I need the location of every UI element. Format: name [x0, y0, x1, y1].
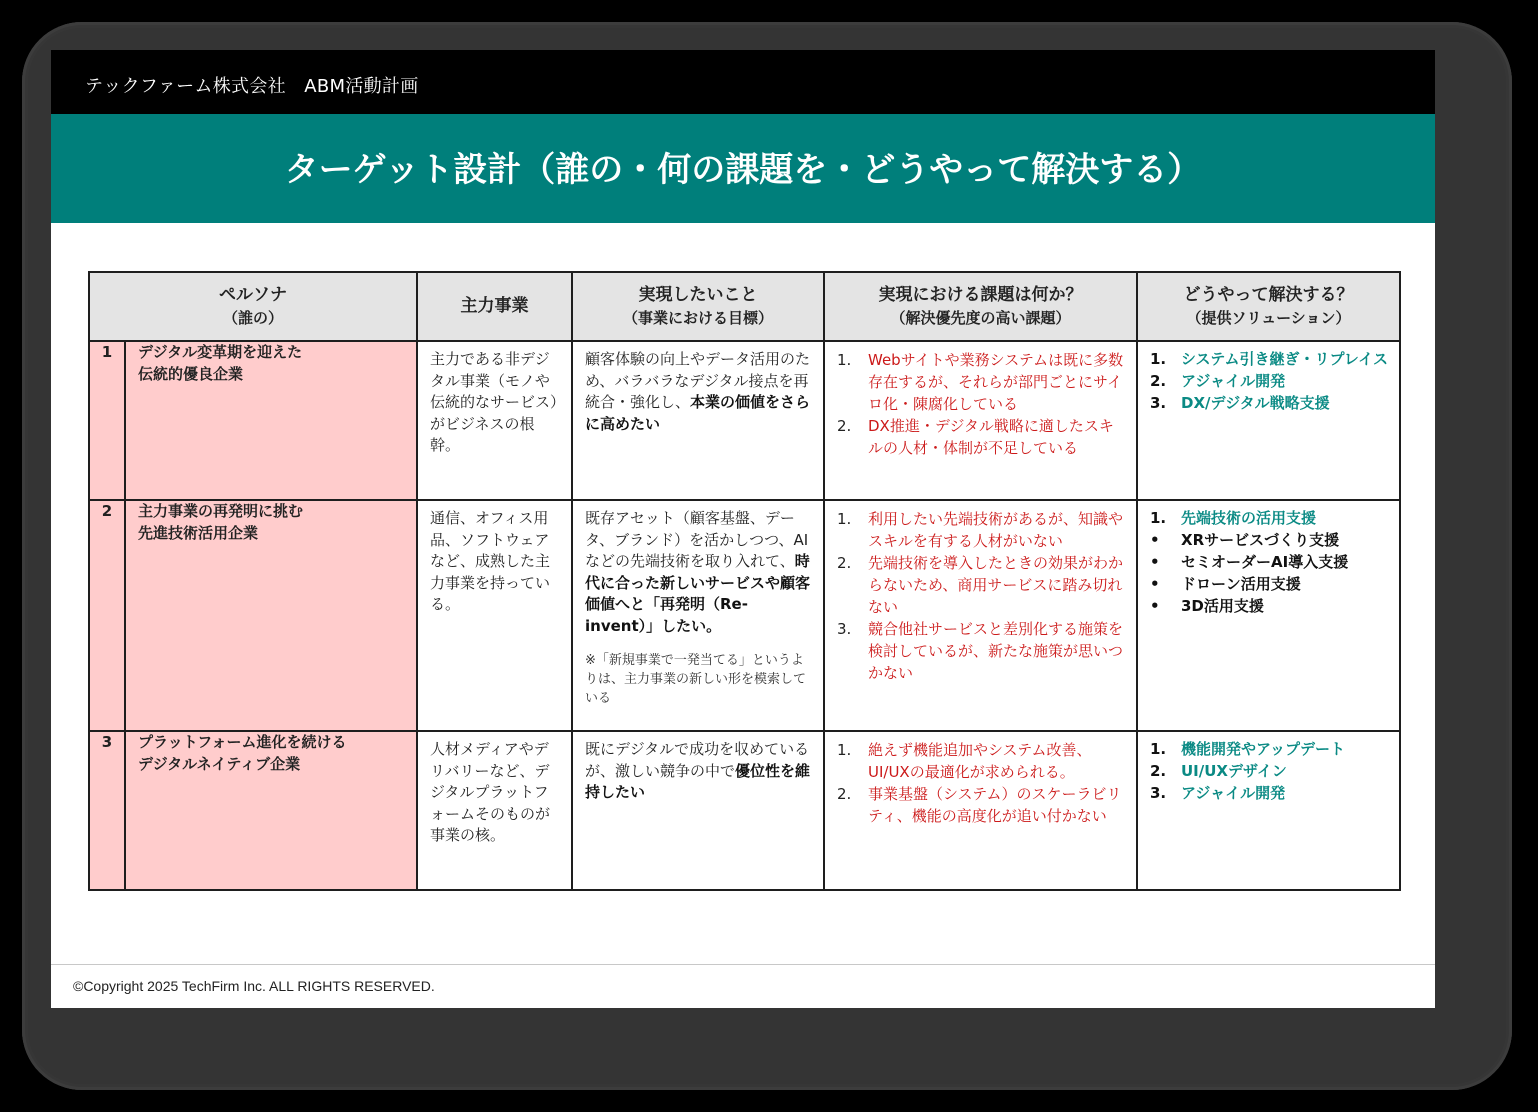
row-number: 3: [89, 731, 125, 890]
issues-cell: [824, 500, 1137, 731]
copyright-footer: ©Copyright 2025 TechFirm Inc. ALL RIGHTS RESERVED.: [73, 978, 435, 994]
col-header-persona: ペルソナ （誰の）: [89, 272, 417, 341]
col-header-issues: 実現における課題は何か？ （解決優先度の高い課題）: [824, 272, 1137, 341]
business-cell: 通信、オフィス用品、ソフトウェアなど、成熟した主力事業を持っている。: [417, 500, 572, 731]
solution-subitem: • 3D活用支援: [1150, 597, 1264, 615]
persona-cell: 主力事業の再発明に挑む 先進技術活用企業: [125, 500, 417, 731]
goal-note: ※「新規事業で一発当てる」というよりは、主力事業の新しい形を模索している: [585, 653, 807, 706]
row-number: 2: [89, 500, 125, 731]
issues-cell: [824, 341, 1137, 500]
row-number: 1: [89, 341, 125, 500]
slide-title-text: ターゲット設計（誰の・何の課題を・どうやって解決する）: [284, 150, 1202, 190]
persona-cell: プラットフォーム進化を続ける デジタルネイティブ企業: [125, 731, 417, 890]
table-row: [89, 341, 1400, 500]
solution-item: 1. システム引き継ぎ・リプレイス: [1150, 350, 1389, 368]
issue-item: 2. DX推進・デジタル戦略に適したスキルの人材・体制が不足している: [837, 417, 1114, 457]
issue-item: 2. 事業基盤（システム）のスケーラビリティ、機能の高度化が追い付かない: [837, 785, 1122, 825]
business-cell: 人材メディアやデリバリーなど、デジタルプラットフォームそのものが事業の核。: [417, 731, 572, 890]
slide-title: [51, 114, 1435, 223]
company-header: テックファーム株式会社 ABM活動計画: [51, 50, 1435, 114]
goal-cell: 顧客体験の向上やデータ活用のため、バラバラなデジタル接点を再統合・強化し、本業の価値をさらに高めたい: [572, 341, 824, 500]
solution-item: 3. DX/デジタル戦略支援: [1150, 394, 1330, 412]
footer-divider: [51, 964, 1435, 965]
solution-item: 2. アジャイル開発: [1150, 372, 1286, 390]
persona-cell: デジタル変革期を迎えた 伝統的優良企業: [125, 341, 417, 500]
issues-cell: [824, 731, 1137, 890]
table-row: [89, 500, 1400, 731]
solutions-cell: [1137, 341, 1400, 500]
solution-subitem: • セミオーダーAI導入支援: [1150, 553, 1349, 571]
solutions-cell: [1137, 500, 1400, 731]
goal-cell: 既存アセット（顧客基盤、データ、ブランド）を活かしつつ、AIなどの先端技術を取り入れて、時代に合った新しいサービスや顧客価値へと「再発明（Re-invent）」したい。 ※「新規事業で一発当てる」というよりは、主力事業の新しい形を模索している: [572, 500, 824, 731]
table-header-row: [89, 272, 1400, 341]
slide: [51, 50, 1435, 1008]
target-design-table: [88, 271, 1401, 891]
col-header-goal: 実現したいこと （事業における目標）: [572, 272, 824, 341]
solution-subitem: • XRサービスづくり支援: [1150, 531, 1340, 549]
solution-item: 3. アジャイル開発: [1150, 784, 1286, 802]
goal-cell: 既にデジタルで成功を収めているが、激しい競争の中で優位性を維持したい: [572, 731, 824, 890]
col-header-solutions: どうやって解決する？ （提供ソリューション）: [1137, 272, 1400, 341]
solution-item: 1. 機能開発やアップデート: [1150, 740, 1345, 758]
col-header-business: 主力事業: [417, 272, 572, 341]
issue-item: 3. 競合他社サービスと差別化する施策を検討しているが、新たな施策が思いつかない: [837, 620, 1124, 682]
solution-subitem: • ドローン活用支援: [1150, 575, 1301, 593]
solutions-cell: [1137, 731, 1400, 890]
issue-item: 2. 先端技術を導入したときの効果がわからないため、商用サービスに踏み切れない: [837, 554, 1124, 616]
business-cell: 主力である非デジタル事業（モノや伝統的なサービス）がビジネスの根幹。: [417, 341, 572, 500]
issue-item: 1. Webサイトや業務システムは既に多数存在するが、それらが部門ごとにサイロ化・陳腐化している: [837, 351, 1124, 413]
issue-item: 1. 利用したい先端技術があるが、知識やスキルを有する人材がいない: [837, 510, 1124, 550]
solution-item: 1. 先端技術の活用支援: [1150, 509, 1317, 527]
solution-item: 2. UI/UXデザイン: [1150, 762, 1287, 780]
issue-item: 1. 絶えず機能追加やシステム改善、UI/UXの最適化が求められる。: [837, 741, 1092, 781]
table-row: [89, 731, 1400, 890]
